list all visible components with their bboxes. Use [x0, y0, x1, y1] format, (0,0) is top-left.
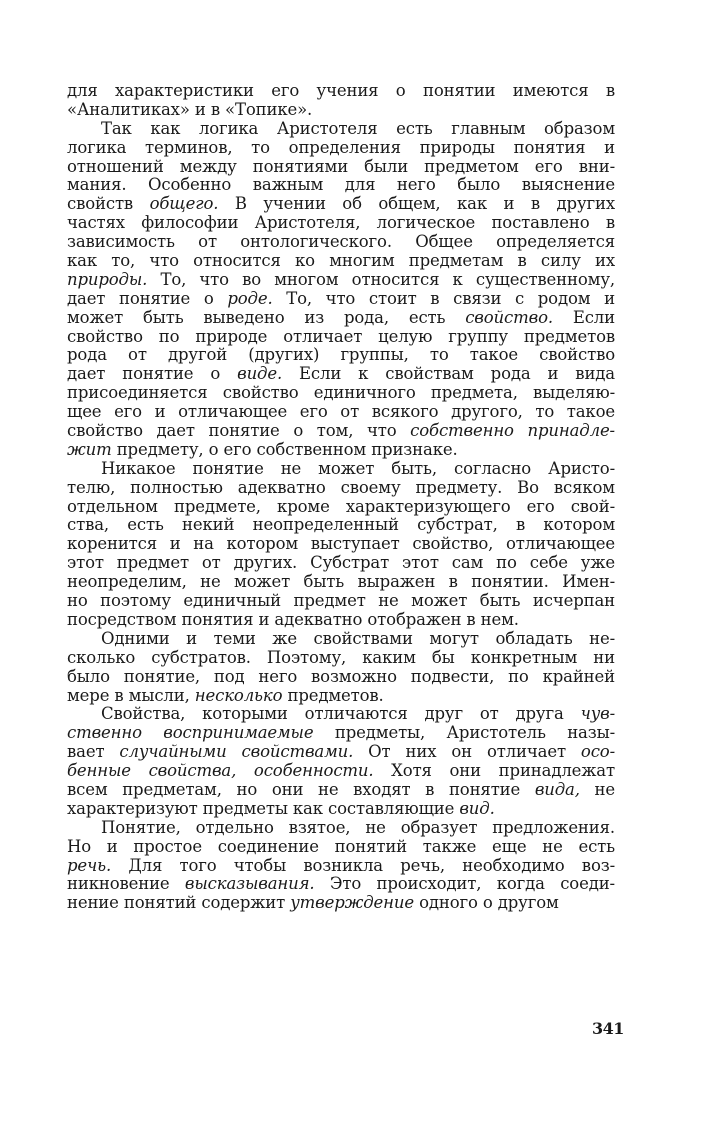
italic-text: вида, [534, 779, 580, 799]
text-run: От них он отличает [353, 742, 581, 762]
italic-text: природы. [67, 269, 148, 289]
text-line [67, 384, 615, 403]
text-run: Но и простое соединение понятий также еще не есть [67, 836, 615, 856]
italic-text: чув- [580, 704, 615, 724]
text-run: одного о другом [413, 893, 559, 913]
italic-text: бенные свойства, особенности. [67, 761, 374, 781]
text-line [67, 252, 615, 271]
italic-text: утверждение [290, 893, 414, 913]
italic-text: случайными свойствами. [119, 742, 354, 762]
text-run: Для того чтобы возникла речь, необходимо воз- [111, 855, 615, 875]
text-run: мания. Особенно важным для него было выяснение [67, 175, 615, 195]
text-run: предметов. [282, 685, 384, 705]
text-line [67, 328, 615, 347]
text-line [67, 630, 615, 649]
text-line [67, 195, 615, 214]
text-line [67, 516, 615, 535]
text-line [67, 139, 615, 158]
text-run: сколько субстратов. Поэтому, каким бы конкретным ни [67, 647, 615, 667]
italic-text: собственно принадле- [410, 421, 615, 441]
italic-text: речь. [67, 855, 112, 875]
text-line [67, 573, 615, 592]
text-run: неопределим, не может быть выражен в понятии. Имен- [67, 572, 615, 592]
text-run: Так как логика Аристотеля есть главным образом [101, 118, 615, 138]
text-line [67, 403, 615, 422]
text-line [67, 346, 615, 365]
text-run: логика терминов, то определения природы понятия и [67, 137, 615, 157]
italic-text: свойство. [465, 307, 553, 327]
text-run: частях философии Аристотеля, логическое поставлено в [67, 213, 615, 233]
text-run: «Аналитиках» и в «Топике». [67, 99, 313, 119]
text-run: Это происходит, когда соеди- [314, 874, 615, 894]
text-run: свойств [67, 194, 150, 214]
text-run: ства, есть некий неопределенный субстрат, в котором [67, 515, 615, 535]
text-run: но поэтому единичный предмет не может быть исчерпан [67, 591, 615, 611]
text-run: свойство по природе отличает целую группу предметов [67, 326, 615, 346]
text-line [67, 101, 615, 120]
italic-text: осо- [580, 742, 616, 762]
text-run: зависимость от онтологического. Общее определяется [67, 232, 615, 252]
italic-text: общего. [149, 194, 219, 214]
text-run: Никакое понятие не может быть, согласно Аристо- [101, 458, 615, 478]
text-run: щее его и отличающее его от всякого другого, то такое [67, 402, 615, 422]
text-run: дает понятие о [67, 288, 228, 308]
text-run: не [579, 779, 615, 799]
italic-text: виде. [237, 364, 283, 384]
text-run: В учении об общем, как и в других [218, 194, 615, 214]
text-run: мере в мысли, [67, 685, 195, 705]
text-run: телю, полностью адекватно своему предмету. Во всяком [67, 477, 615, 497]
text-line [67, 498, 615, 517]
text-line [67, 290, 615, 309]
text-line [67, 479, 615, 498]
text-line [67, 214, 615, 233]
text-run: То, что во многом относится к существенному, [147, 269, 615, 289]
text-run: предметы, Аристотель назы- [313, 723, 615, 743]
text-run: характеризуют предметы как составляющие [67, 798, 460, 818]
italic-text: жит [67, 439, 112, 459]
text-line [67, 705, 615, 724]
text-run: как то, что относится ко многим предметам в силу их [67, 251, 615, 271]
text-line [67, 309, 615, 328]
text-line [67, 668, 615, 687]
text-line [67, 554, 615, 573]
text-run: присоединяется свойство единичного предмета, выделяю- [67, 383, 615, 403]
text-run: этот предмет от других. Субстрат этот сам по себе уже [67, 553, 615, 573]
text-line [67, 271, 615, 290]
text-run: рода от другой (других) группы, то такое свойство [67, 345, 615, 365]
italic-text: высказывания. [184, 874, 315, 894]
paragraph [67, 460, 615, 630]
italic-text: несколько [194, 685, 283, 705]
text-line [67, 781, 615, 800]
text-run: предмету, о его собственном признаке. [111, 439, 458, 459]
text-line [67, 724, 615, 743]
text-line [67, 762, 615, 781]
text-run: Если к свойствам рода и вида [282, 364, 615, 384]
text-run: было понятие, под него возможно подвести, по крайней [67, 666, 615, 686]
paragraph [67, 819, 615, 913]
text-run: Если [552, 307, 615, 327]
text-run: вает [67, 742, 120, 762]
text-line [67, 894, 615, 913]
paragraph [67, 120, 615, 460]
text-line [67, 422, 615, 441]
text-line [67, 158, 615, 177]
text-line [67, 365, 615, 384]
text-run: Одними и теми же свойствами могут обладать не- [101, 628, 615, 648]
text-line [67, 649, 615, 668]
italic-text: роде. [227, 288, 273, 308]
text-run: отдельном предмете, кроме характеризующего его свой- [67, 496, 615, 516]
italic-text: ственно воспринимаемые [67, 723, 314, 743]
text-line [67, 460, 615, 479]
text-line [67, 819, 615, 838]
text-line [67, 233, 615, 252]
text-line [67, 838, 615, 857]
text-run: всем предметам, но они не входят в понятие [67, 779, 535, 799]
text-run: нение понятий содержит [67, 893, 291, 913]
text-line [67, 441, 615, 460]
text-run: коренится и на котором выступает свойство, отличающее [67, 534, 615, 554]
text-run: дает понятие о [67, 364, 238, 384]
paragraph [67, 82, 615, 120]
text-run: может быть выведено из рода, есть [67, 307, 466, 327]
text-line [67, 857, 615, 876]
text-line [67, 743, 615, 762]
text-run: Хотя они принадлежат [373, 761, 615, 781]
italic-text: вид. [459, 798, 495, 818]
text-line [67, 176, 615, 195]
text-line [67, 611, 615, 630]
page-body [67, 82, 615, 913]
text-line [67, 82, 615, 101]
text-line [67, 875, 615, 894]
text-line [67, 687, 615, 706]
text-line [67, 120, 615, 139]
text-run: свойство дает понятие о том, что [67, 421, 411, 441]
text-run: Свойства, которыми отличаются друг от друга [101, 704, 581, 724]
text-line [67, 592, 615, 611]
text-line [67, 800, 615, 819]
text-line [67, 535, 615, 554]
text-run: никновение [67, 874, 185, 894]
text-run: Понятие, отдельно взятое, не образует предложения. [101, 817, 615, 837]
paragraph [67, 630, 615, 706]
text-run: посредством понятия и адекватно отображен в нем. [67, 609, 519, 629]
paragraph [67, 705, 615, 818]
text-run: То, что стоит в связи с родом и [272, 288, 615, 308]
page-number: 341 [592, 1019, 624, 1038]
text-run: отношений между понятиями были предметом его вни- [67, 156, 615, 176]
text-run: для характеристики его учения о понятии имеются в [67, 81, 615, 100]
